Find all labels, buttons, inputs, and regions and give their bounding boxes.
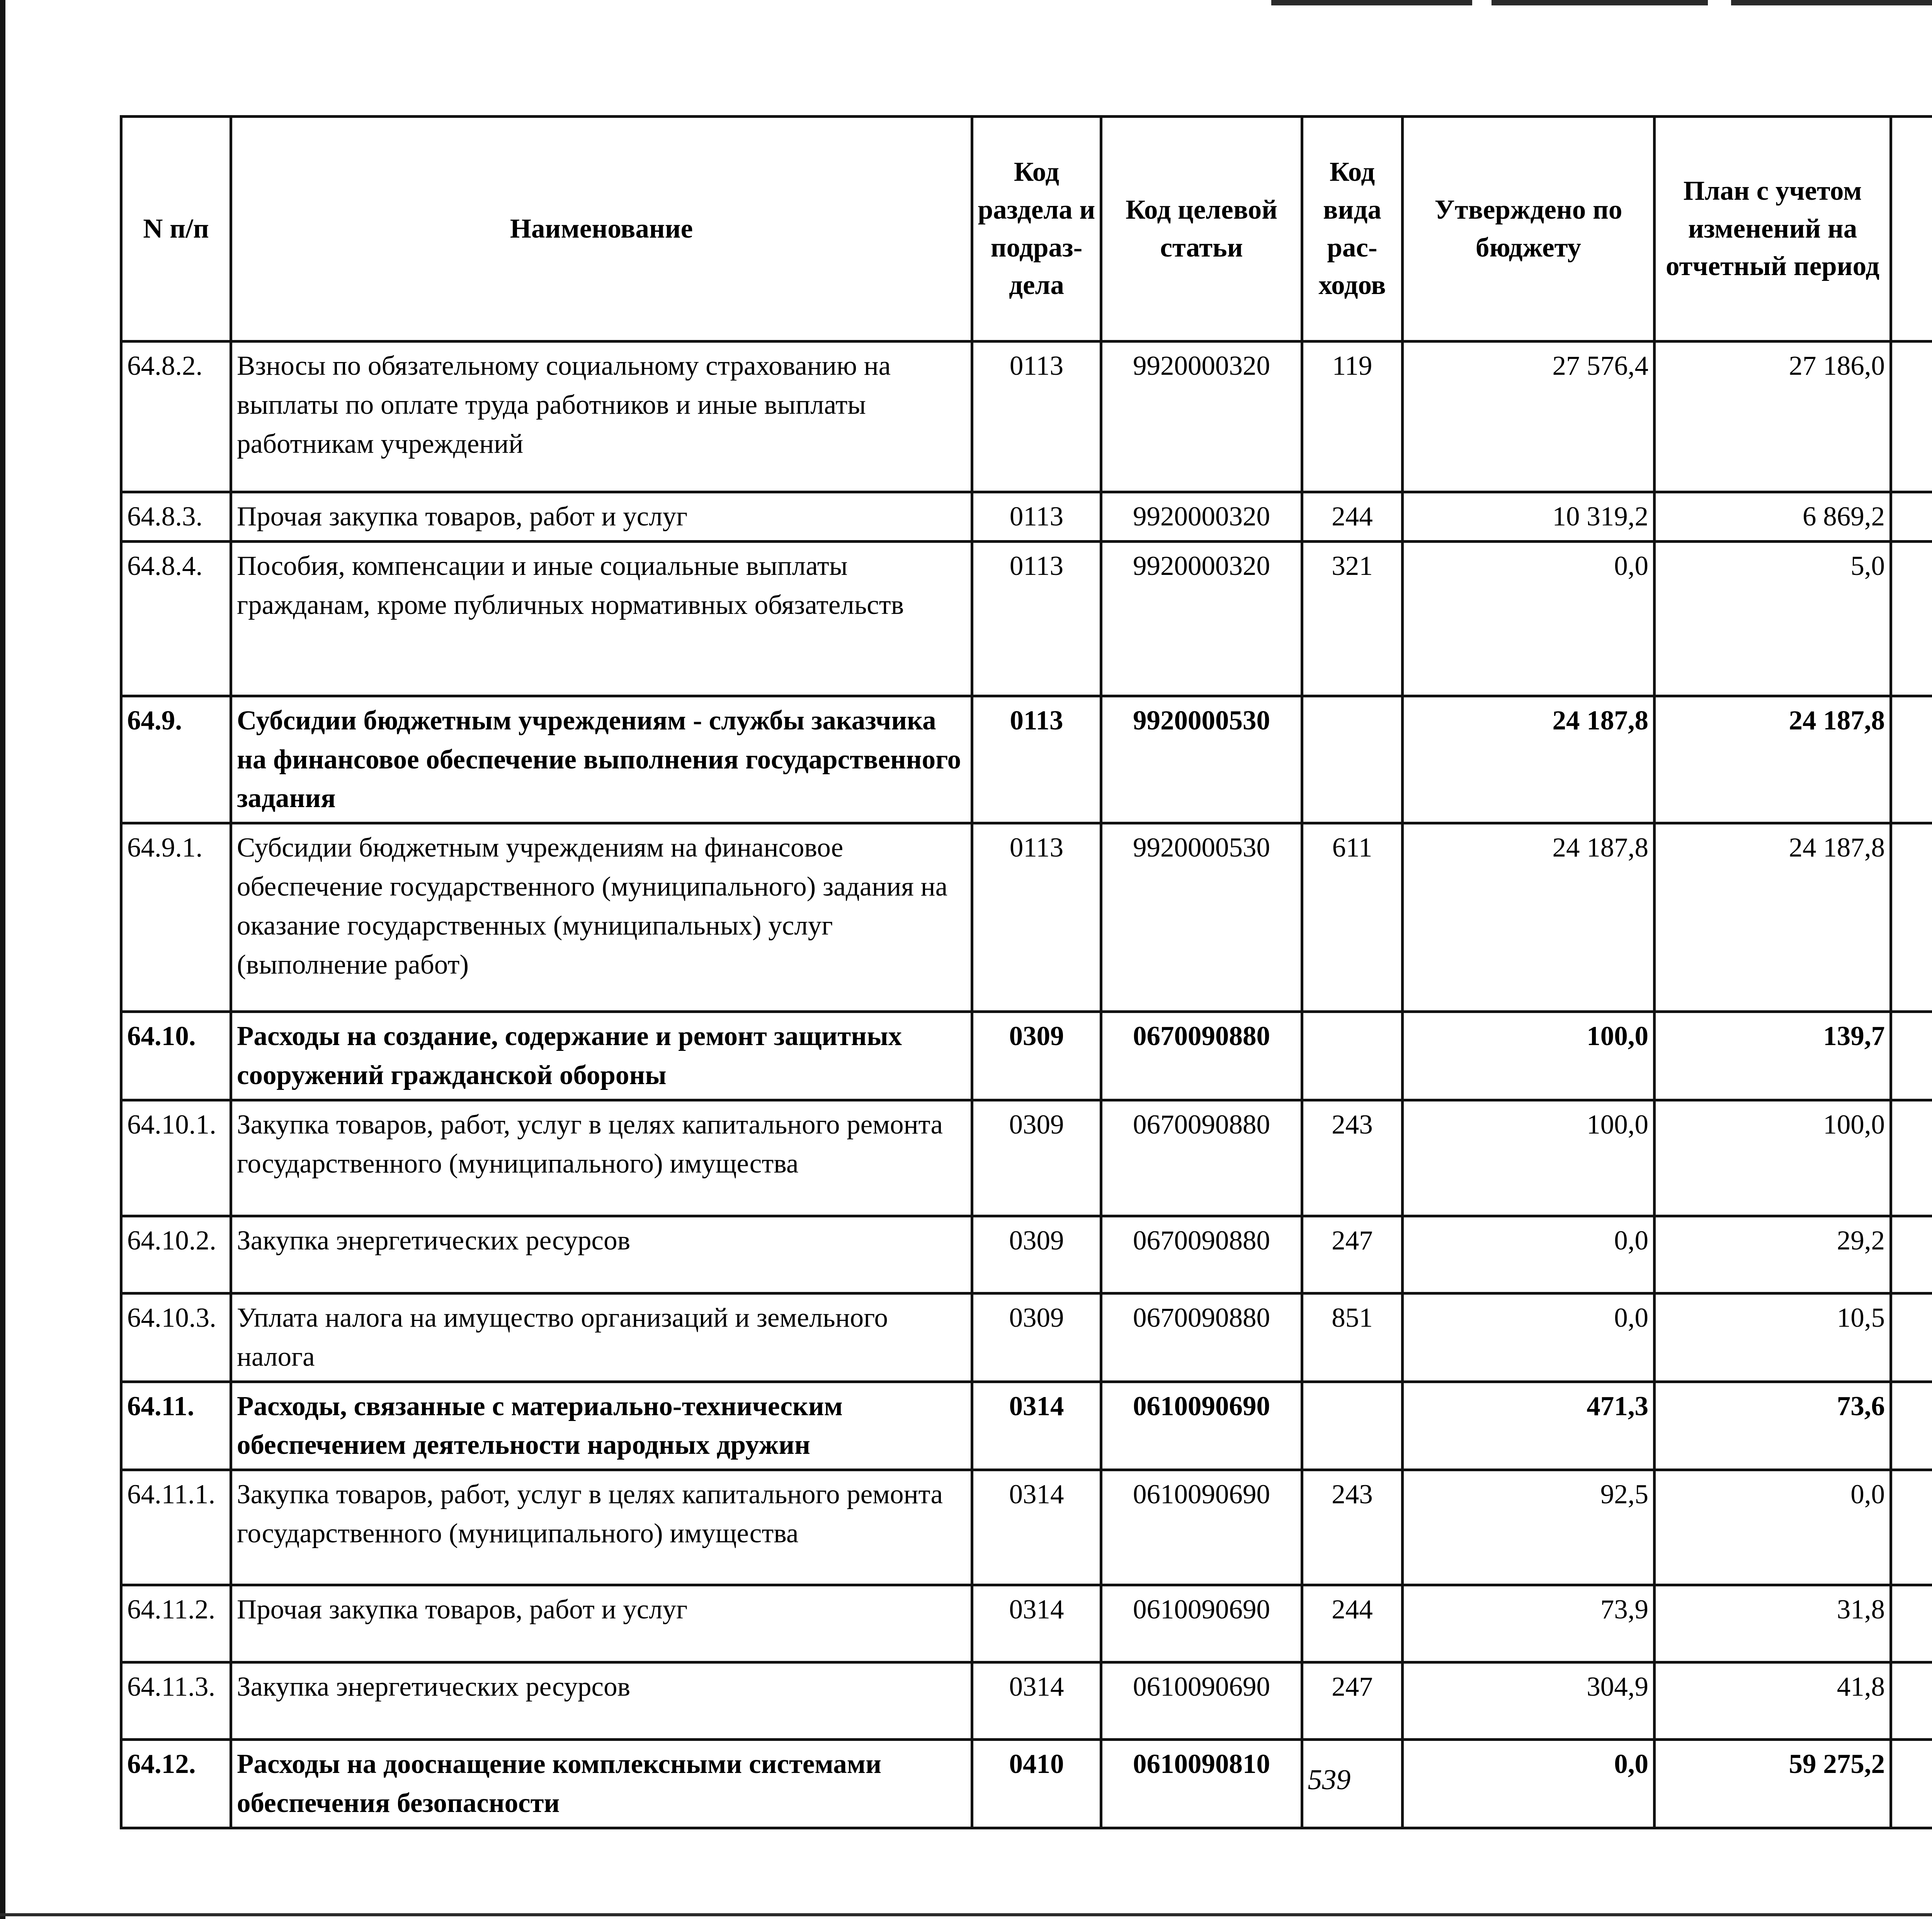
row-executed [1891,823,1932,1012]
row-section-code: 0309 [972,1012,1101,1100]
row-executed [1891,1740,1932,1828]
row-name: Расходы, связанные с материально-техническим обеспечением деятельности народных дружин [231,1382,972,1470]
row-executed [1891,541,1932,696]
row-plan: 31,8 [1655,1585,1891,1662]
row-executed [1891,1012,1932,1100]
row-section-code: 0309 [972,1293,1101,1382]
scan-edge-top [1731,0,1932,5]
row-section-code: 0314 [972,1382,1101,1470]
row-target-code: 0670090880 [1101,1100,1302,1216]
row-approved: 0,0 [1403,1216,1655,1293]
row-approved: 0,0 [1403,1740,1655,1828]
row-target-code: 0610090690 [1101,1470,1302,1585]
table-row [121,342,1932,492]
row-executed [1891,1216,1932,1293]
row-number: 64.11.1. [121,1470,231,1585]
row-section-code: 0113 [972,696,1101,823]
row-name: Расходы на создание, содержание и ремонт защитных сооружений гражданской обороны [231,1012,972,1100]
row-number: 64.11.2. [121,1585,231,1662]
table-row [121,1216,1932,1293]
table-row [121,696,1932,823]
row-executed [1891,1662,1932,1740]
row-plan: 59 275,2 [1655,1740,1891,1828]
row-name: Прочая закупка товаров, работ и услуг [231,1585,972,1662]
row-number: 64.8.3. [121,492,231,542]
row-section-code: 0314 [972,1470,1101,1585]
row-plan: 139,7 [1655,1012,1891,1100]
row-target-code: 0670090880 [1101,1216,1302,1293]
row-approved: 24 187,8 [1403,823,1655,1012]
row-target-code: 0670090880 [1101,1012,1302,1100]
row-expense-code [1302,1382,1403,1470]
row-name: Закупка энергетических ресурсов [231,1662,972,1740]
row-approved: 10 319,2 [1403,492,1655,542]
row-section-code: 0314 [972,1662,1101,1740]
row-number: 64.8.4. [121,541,231,696]
row-plan: 29,2 [1655,1216,1891,1293]
row-approved: 0,0 [1403,541,1655,696]
row-name: Закупка энергетических ресурсов [231,1216,972,1293]
row-target-code: 9920000320 [1101,492,1302,542]
row-number: 64.9.1. [121,823,231,1012]
row-name: Взносы по обязательному социальному страхованию на выплаты по оплате труда работников и иные выплаты работникам учреждений [231,342,972,492]
row-executed [1891,1470,1932,1585]
row-section-code: 0309 [972,1216,1101,1293]
header-executed [1891,117,1932,342]
row-name: Субсидии бюджетным учреждениям на финансовое обеспечение государственного (муниципального) задания на оказание государственных (муниципальных) услуг (выполнение работ) [231,823,972,1012]
header-approved: Утверждено по бюджету [1403,117,1655,342]
row-plan: 6 869,2 [1655,492,1891,542]
row-target-code: 9920000530 [1101,696,1302,823]
row-target-code: 0610090690 [1101,1662,1302,1740]
row-executed [1891,492,1932,542]
row-plan: 10,5 [1655,1293,1891,1382]
row-executed [1891,1100,1932,1216]
row-target-code: 0610090810 [1101,1740,1302,1828]
row-plan: 5,0 [1655,541,1891,696]
row-name: Субсидии бюджетным учреждениям - службы заказчика на финансовое обеспечение выполнения государственного задания [231,696,972,823]
table-row [121,823,1932,1012]
row-approved: 0,0 [1403,1293,1655,1382]
table-body [121,342,1932,1828]
row-approved: 100,0 [1403,1100,1655,1216]
row-name: Расходы на дооснащение комплексными системами обеспечения безопасности [231,1740,972,1828]
header-target-code: Код целевой статьи [1101,117,1302,342]
row-expense-code: 244 [1302,492,1403,542]
row-name: Пособия, компенсации и иные социальные выплаты гражданам, кроме публичных нормативных обязательств [231,541,972,696]
row-plan: 73,6 [1655,1382,1891,1470]
row-expense-code [1302,1012,1403,1100]
row-number: 64.11.3. [121,1662,231,1740]
row-plan: 100,0 [1655,1100,1891,1216]
row-name: Уплата налога на имущество организаций и земельного налога [231,1293,972,1382]
row-section-code: 0113 [972,823,1101,1012]
row-section-code: 0309 [972,1100,1101,1216]
row-target-code: 9920000530 [1101,823,1302,1012]
row-name: Закупка товаров, работ, услуг в целях капитального ремонта государственного (муниципального) имущества [231,1100,972,1216]
scan-edge-top [1271,0,1472,5]
budget-execution-table [120,115,1932,1829]
row-expense-code: 611 [1302,823,1403,1012]
table-row [121,1382,1932,1470]
row-section-code: 0113 [972,492,1101,542]
row-section-code: 0410 [972,1740,1101,1828]
header-plan: План с учетом изменений на отчетный период [1655,117,1891,342]
row-plan: 0,0 [1655,1470,1891,1585]
row-approved: 304,9 [1403,1662,1655,1740]
row-expense-code: 244 [1302,1585,1403,1662]
row-target-code: 0670090880 [1101,1293,1302,1382]
row-expense-code: 243 [1302,1100,1403,1216]
header-expense-code: Код вида рас- ходов [1302,117,1403,342]
row-approved: 73,9 [1403,1585,1655,1662]
row-number: 64.9. [121,696,231,823]
row-target-code: 0610090690 [1101,1585,1302,1662]
table-row [121,492,1932,542]
row-number: 64.12. [121,1740,231,1828]
row-target-code: 9920000320 [1101,541,1302,696]
row-plan: 27 186,0 [1655,342,1891,492]
table-row [121,1100,1932,1216]
row-expense-code: 851 [1302,1293,1403,1382]
header-name: Наименование [231,117,972,342]
row-number: 64.10.2. [121,1216,231,1293]
row-expense-code: 247 [1302,1216,1403,1293]
row-expense-code: 247 [1302,1662,1403,1740]
row-executed [1891,1293,1932,1382]
row-executed [1891,696,1932,823]
row-plan: 24 187,8 [1655,696,1891,823]
scan-edge-top [1492,0,1708,5]
table-row [121,1740,1932,1828]
row-number: 64.10.1. [121,1100,231,1216]
row-plan: 41,8 [1655,1662,1891,1740]
header-section-code: Код раздела и подраз- дела [972,117,1101,342]
row-section-code: 0113 [972,342,1101,492]
row-expense-code: 243 [1302,1470,1403,1585]
row-number: 64.10. [121,1012,231,1100]
header-number: N п/п [121,117,231,342]
row-target-code: 0610090690 [1101,1382,1302,1470]
row-number: 64.8.2. [121,342,231,492]
row-expense-code [1302,696,1403,823]
row-section-code: 0113 [972,541,1101,696]
table-row [121,1012,1932,1100]
row-approved: 27 576,4 [1403,342,1655,492]
table-row [121,1662,1932,1740]
scan-edge-left [0,0,5,1919]
row-approved: 100,0 [1403,1012,1655,1100]
row-executed [1891,342,1932,492]
row-approved: 471,3 [1403,1382,1655,1470]
scan-edge-bottom [0,1913,1932,1916]
table-row [121,1470,1932,1585]
row-approved: 24 187,8 [1403,696,1655,823]
row-name: Закупка товаров, работ, услуг в целях капитального ремонта государственного (муниципального) имущества [231,1470,972,1585]
row-expense-code: 119 [1302,342,1403,492]
table-row [121,1585,1932,1662]
row-name: Прочая закупка товаров, работ и услуг [231,492,972,542]
row-plan: 24 187,8 [1655,823,1891,1012]
row-expense-code: 321 [1302,541,1403,696]
row-target-code: 9920000320 [1101,342,1302,492]
table-row [121,541,1932,696]
row-executed [1891,1382,1932,1470]
table-row [121,1293,1932,1382]
page-number: 539 [1308,1764,1351,1796]
row-number: 64.11. [121,1382,231,1470]
row-executed [1891,1585,1932,1662]
row-number: 64.10.3. [121,1293,231,1382]
row-approved: 92,5 [1403,1470,1655,1585]
row-section-code: 0314 [972,1585,1101,1662]
